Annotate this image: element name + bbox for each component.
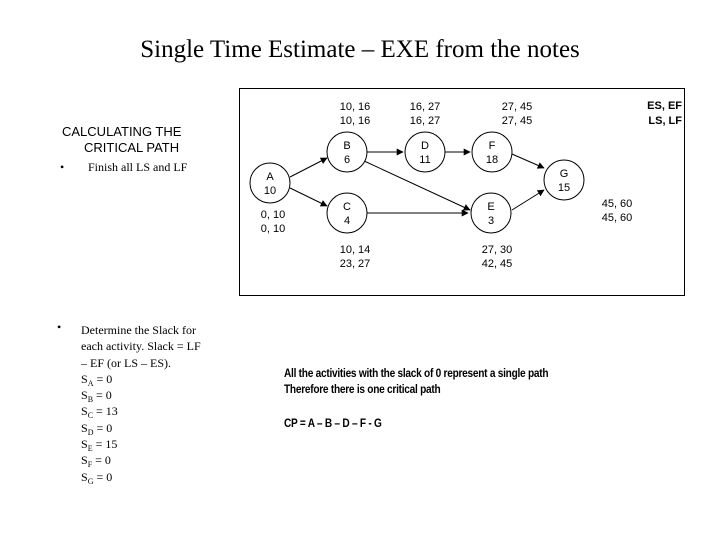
slack-intro-line: – EF (or LS – ES).: [81, 355, 171, 370]
node-e-es-ef: 27, 30: [481, 244, 513, 256]
node-b-times: [320, 100, 390, 128]
node-a-name: A: [266, 171, 274, 183]
node-f: [472, 132, 512, 172]
edge-f-g: [512, 154, 544, 168]
node-f-es-ef: 27, 45: [501, 101, 533, 113]
node-c-name: C: [343, 201, 351, 213]
slack-item-e: $S_E = 15$: [81, 437, 118, 454]
node-e-name: E: [487, 201, 495, 213]
node-g: [544, 160, 584, 200]
edge-a-b: [290, 158, 327, 177]
node-g-name: G: [559, 168, 569, 180]
node-g-times: [582, 197, 652, 225]
slack-item-f: $S_F = 0$: [81, 453, 111, 470]
node-f-times: [482, 100, 552, 128]
node-a-times: [238, 208, 308, 236]
slack-item-b: $S_B = 0$: [81, 388, 112, 405]
bullet-icon: •: [57, 320, 62, 334]
slack-intro-line: each activity. Slack = LF: [81, 339, 201, 354]
node-e-times: [462, 243, 532, 271]
node-e-duration: 3: [487, 215, 495, 227]
node-e: [471, 193, 511, 233]
node-g-duration: 15: [557, 182, 571, 194]
node-e-ls-lf: 42, 45: [481, 258, 513, 270]
node-d-ls-lf: 16, 27: [409, 115, 441, 127]
legend-box: [610, 99, 682, 129]
node-a-duration: 10: [263, 185, 277, 197]
node-b-duration: 6: [343, 154, 351, 166]
node-f-duration: 18: [485, 154, 499, 166]
node-c: [327, 193, 367, 233]
node-a-ls-lf: 0, 10: [260, 223, 286, 235]
node-b-name: B: [343, 140, 351, 152]
node-d: [405, 132, 445, 172]
node-f-ls-lf: 27, 45: [501, 115, 533, 127]
node-d-duration: 11: [419, 154, 431, 166]
page-title: Single Time Estimate – EXE from the notes: [140, 36, 580, 63]
node-c-ls-lf: 23, 27: [339, 258, 371, 270]
slack-item-g: $S_G = 0$: [81, 469, 113, 486]
heading-line-2: CRITICAL PATH: [84, 140, 180, 155]
slack-intro-line: Determine the Slack for: [81, 323, 196, 337]
node-b-es-ef: 10, 16: [339, 101, 371, 113]
slack-item-c: $S_C = 13$: [81, 404, 118, 421]
node-b-ls-lf: 10, 16: [339, 115, 371, 127]
node-d-es-ef: 16, 27: [409, 101, 441, 113]
node-c-es-ef: 10, 14: [339, 244, 371, 256]
legend-ls-lf: LS, LF: [648, 115, 682, 127]
heading-line-1: CALCULATING THE: [62, 124, 182, 139]
node-b: [327, 132, 367, 172]
bullet-text-finish: Finish all LS and LF: [88, 160, 188, 174]
conclusion-text: [284, 366, 548, 432]
node-a: [250, 163, 290, 203]
conclusion-line-1: All the activities with the slack of 0 represent a single path: [284, 368, 549, 380]
node-f-name: F: [488, 140, 496, 152]
node-c-times: [320, 243, 390, 271]
legend-es-ef: ES, EF: [647, 100, 682, 112]
slack-item-d: $S_D = 0$: [81, 420, 113, 437]
critical-path-text: CP = A – B – D – F - G: [284, 418, 382, 430]
edge-a-c: [290, 188, 327, 206]
node-g-ls-lf: 45, 60: [601, 212, 633, 224]
node-d-times: [390, 100, 460, 128]
node-c-duration: 4: [343, 215, 351, 227]
node-a-es-ef: 0, 10: [260, 209, 286, 221]
slack-item-a: $S_A = 0$: [81, 371, 113, 388]
node-d-name: D: [421, 140, 429, 152]
bullet-icon: •: [60, 160, 65, 174]
edge-e-g: [512, 190, 544, 210]
conclusion-line-2: Therefore there is one critical path: [284, 384, 441, 396]
node-g-es-ef: 45, 60: [601, 198, 633, 210]
